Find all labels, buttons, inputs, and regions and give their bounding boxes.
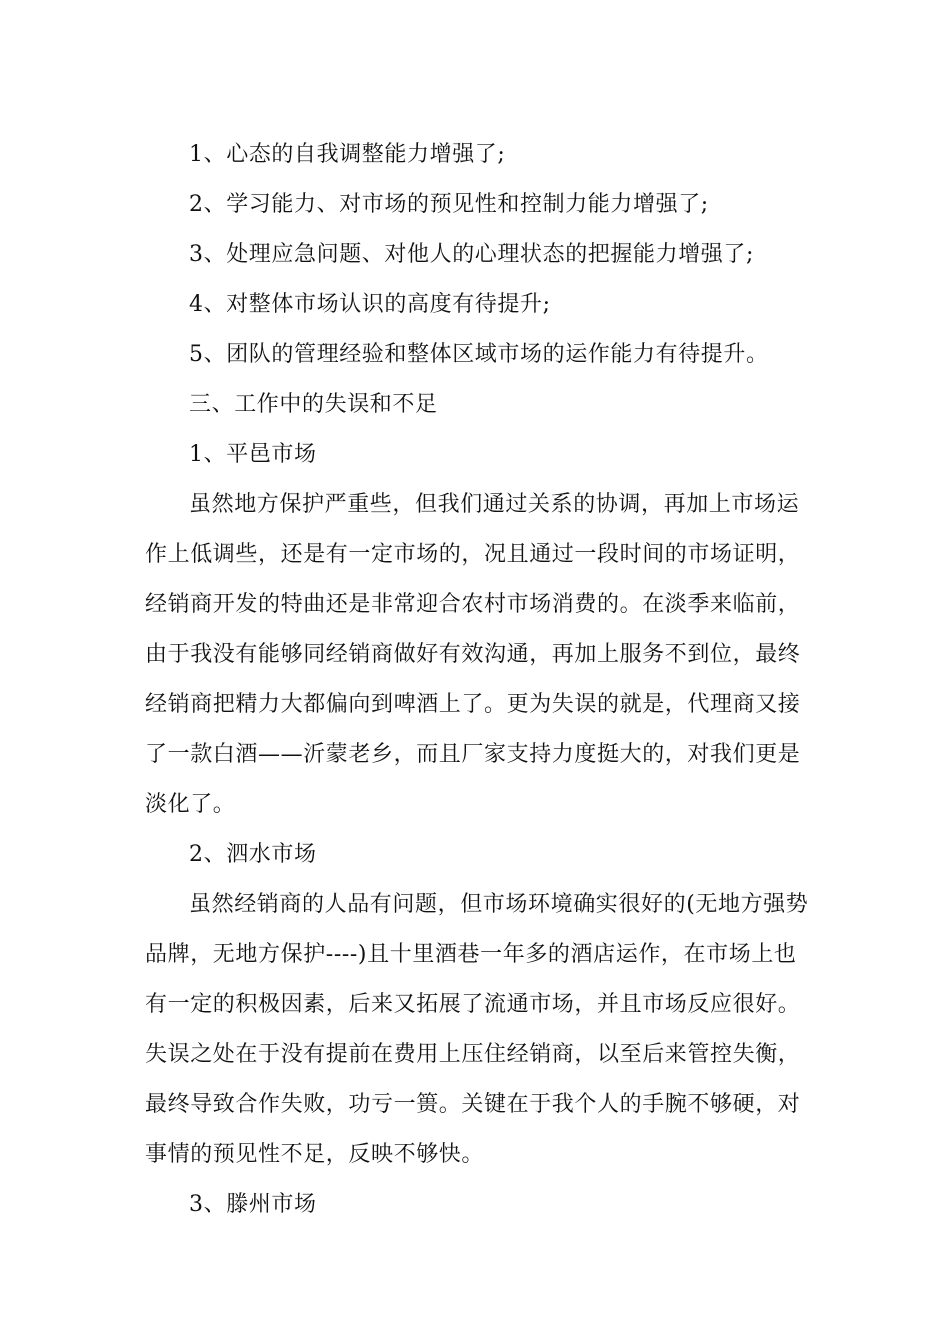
paragraph-line: 作上低调些，还是有一定市场的，况且通过一段时间的市场证明， [145,542,801,567]
subsection-heading-sishui: 2、泗水市场 [189,842,317,867]
subsection-heading-tengzhou: 3、滕州市场 [189,1192,317,1217]
paragraph-line: 失误之处在于没有提前在费用上压住经销商，以至后来管控失衡， [145,1042,801,1067]
paragraph-line: 品牌，无地方保护----)且十里酒巷一年多的酒店运作，在市场上也 [145,942,797,967]
section-heading: 三、工作中的失误和不足 [189,392,438,417]
paragraph-line: 事情的预见性不足，反映不够快。 [145,1142,485,1167]
list-item: 3、处理应急问题、对他人的心理状态的把握能力增强了; [189,242,755,267]
paragraph-line: 虽然地方保护严重些，但我们通过关系的协调，再加上市场运 [189,492,800,517]
list-item: 4、对整体市场认识的高度有待提升; [189,292,551,317]
paragraph-line: 淡化了。 [145,792,236,817]
paragraph-line: 了一款白酒——沂蒙老乡，而且厂家支持力度挺大的，对我们更是 [145,742,801,767]
paragraph-line: 最终导致合作失败，功亏一篑。关键在于我个人的手腕不够硬，对 [145,1092,801,1117]
list-item: 1、心态的自我调整能力增强了; [189,142,506,167]
list-item: 5、团队的管理经验和整体区域市场的运作能力有待提升。 [189,342,769,367]
paragraph-line: 有一定的积极因素，后来又拓展了流通市场，并且市场反应很好。 [145,992,801,1017]
paragraph-line: 经销商开发的特曲还是非常迎合农村市场消费的。在淡季来临前， [145,592,801,617]
paragraph-line: 经销商把精力大都偏向到啤酒上了。更为失误的就是，代理商又接 [145,692,801,717]
subsection-heading-pingyi: 1、平邑市场 [189,442,317,467]
paragraph-line: 虽然经销商的人品有问题，但市场环境确实很好的(无地方强势 [189,892,809,917]
paragraph-line: 由于我没有能够同经销商做好有效沟通，再加上服务不到位，最终 [145,642,801,667]
document-body [145,130,810,1230]
list-item: 2、学习能力、对市场的预见性和控制力能力增强了; [189,192,709,217]
